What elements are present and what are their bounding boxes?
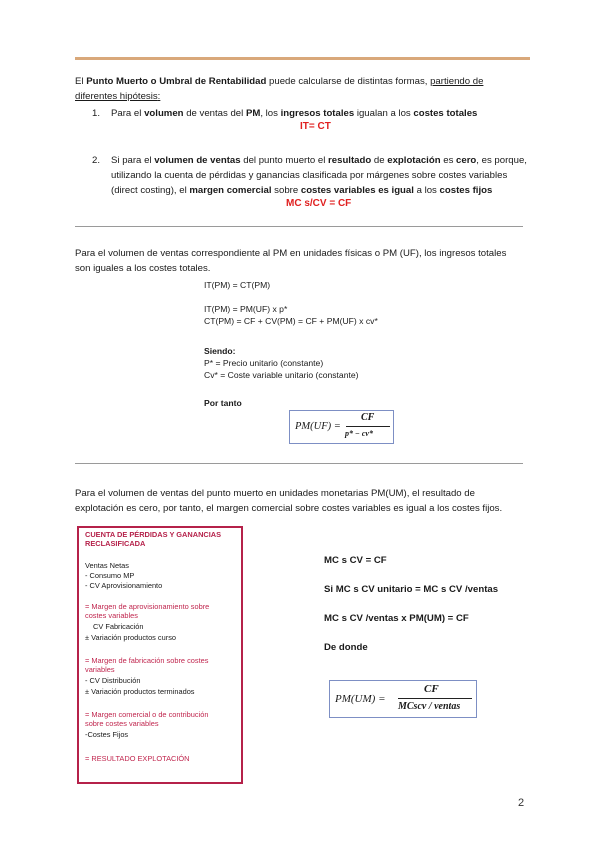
formula-mc-cv-cf: MC s/CV = CF [286,198,352,209]
intro-underlined-2: diferentes hipótesis [75,91,158,102]
list-item-2-line-3-run-6: costes fijos [439,185,493,196]
list-item-2-line-3-run-3: costes variables [300,185,376,196]
card-margen-fab-1: = Margen de fabricación sobre costes [85,656,209,665]
card-variacion-terminados: ± Variación productos terminados [85,687,195,696]
intro-prefix: El [75,76,87,87]
de-donde-label: De donde [324,642,368,653]
list-item-2-line-1-run-7: cero [456,155,477,166]
card-cv-fabricacion: CV Fabricación [93,622,144,631]
list-item-2-line-1-run-6: es [440,155,457,166]
page-number: 2 [518,797,525,809]
header-rule [75,57,530,60]
pm-uf-fraction-bar [346,426,390,427]
list-item-1-text [111,106,541,121]
list-item-1-number: 1. [92,108,101,119]
eq-mc-unitario: Si MC s CV unitario = MC s CV /ventas [324,584,499,595]
list-item-2-number: 2. [92,155,101,166]
list-item-2-line-3-run-2: sobre [271,185,301,196]
list-item-1-run-3: PM [245,108,261,119]
card-margen-com-1: = Margen comercial o de contribución [85,710,209,719]
card-margen-com-2: sobre costes variables [85,719,159,728]
pm-um-fraction-bar [398,698,472,699]
pm-um-lhs: PM(UM) = [335,693,386,705]
eq-mc-ventas-pm: MC s CV /ventas x PM(UM) = CF [324,613,469,624]
siendo-label: Siendo: [204,346,236,356]
divider-1 [75,226,523,227]
pm-uf-denominator: p* − cv* [345,429,373,438]
section-um-line-1: Para el volumen de ventas del punto muerto en unidades monetarias PM(UM), el resultado de [75,488,475,499]
list-item-2-line-3-run-1: margen comercial [189,185,272,196]
por-tanto-label: Por tanto [204,398,242,408]
list-item-2-line-1-run-1: volumen de ventas [154,155,241,166]
formula-box-pm-uf [289,410,394,444]
section-uf-line-2: son iguales a los costes totales. [75,263,211,274]
card-resultado-explotacion: = RESULTADO EXPLOTACIÓN [85,754,190,763]
section-um-line-2: explotación es cero, por tanto, el margen comercial sobre costes variables es igual a los costes fijos. [75,503,503,514]
pm-um-denominator: MCscv / ventas [398,701,461,712]
card-margen-aprov-2: costes variables [85,611,138,620]
list-item-2-line-2: utilizando la cuenta de pérdidas y ganancias clasificada por márgenes sobre costes variables [111,170,508,181]
card-title-1: CUENTA DE PÉRDIDAS Y GANANCIAS [85,530,222,539]
card-cv-aprovisionamiento: - CV Aprovisionamiento [85,581,163,590]
card-consumo-mp: - Consumo MP [85,571,135,580]
list-item-2-line-1 [111,153,551,168]
intro-middle: puede calcularse de distintas formas, [266,76,431,87]
card-variacion-curso: ± Variación productos curso [85,633,177,642]
list-item-2-line-3 [111,183,492,198]
list-item-2-line-3-run-4: es igual [375,185,414,196]
list-item-2-line-1-run-8: , es porque, [476,155,527,166]
list-item-1-run-5: ingresos totales [280,108,355,119]
card-margen-fab-2: variables [85,665,115,674]
list-item-2-line-1-run-4: de [371,155,388,166]
list-item-2-line-1-run-5: explotación [387,155,441,166]
formula-it-ct: IT= CT [300,121,331,132]
intro-suffix: : [157,91,161,102]
intro-line-1 [75,74,535,89]
price-definition: P* = Precio unitario (constante) [204,358,324,368]
formula-it-eq-ct: IT(PM) = CT(PM) [204,280,271,290]
list-item-2-line-1-run-3: resultado [328,155,372,166]
eq-mc-cv-cf: MC s CV = CF [324,555,387,566]
pm-uf-numerator: CF [361,412,375,423]
list-item-2-line-1-run-0: Si para el [111,155,155,166]
card-margen-aprov-1: = Margen de aprovisionamiento sobre [85,602,210,611]
intro-line-2 [75,89,160,104]
list-item-1-run-4: , los [260,108,281,119]
list-item-1-run-7: costes totales [413,108,478,119]
list-item-2-line-1-run-2: del punto muerto el [240,155,329,166]
pm-um-numerator: CF [424,683,439,695]
list-item-2-line-3-run-5: a los [413,185,440,196]
card-cv-distribucion: - CV Distribución [85,676,141,685]
list-item-2-line-3-run-0: (direct costing), el [111,185,190,196]
card-title-2: RECLASIFICADA [85,539,146,548]
list-item-1-run-6: igualan a los [354,108,414,119]
cv-definition: Cv* = Coste variable unitario (constante) [204,370,359,380]
divider-2 [75,463,523,464]
list-item-1-run-0: Para el [111,108,145,119]
card-costes-fijos: -Costes Fijos [85,730,129,739]
pyg-reclassified-card [77,526,243,784]
formula-it-pm: IT(PM) = PM(UF) x p* [204,304,288,314]
list-item-1-run-2: de ventas del [183,108,246,119]
intro-underlined-1: partiendo de [430,76,484,87]
list-item-1-run-1: volumen [144,108,184,119]
formula-ct-pm: CT(PM) = CF + CV(PM) = CF + PM(UF) x cv* [204,316,378,326]
section-uf-line-1: Para el volumen de ventas correspondiente al PM en unidades físicas o PM (UF), los ingresos totales [75,248,507,259]
intro-term: Punto Muerto o Umbral de Rentabilidad [86,76,267,87]
card-ventas-netas: Ventas Netas [85,561,129,570]
pm-uf-lhs: PM(UF) = [295,421,341,432]
formula-box-pm-um [329,680,477,718]
